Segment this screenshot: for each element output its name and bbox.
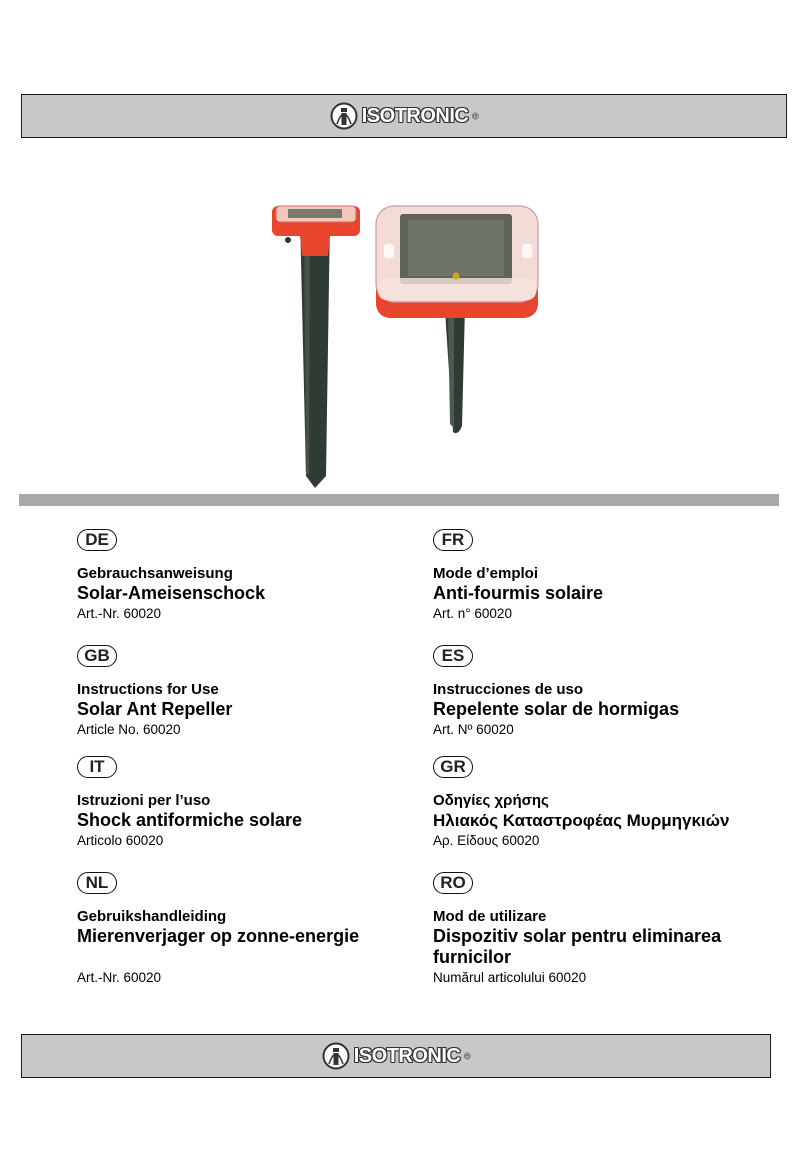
product-title: Solar-Ameisenschock (77, 583, 266, 603)
article-number: Art. Nº 60020 (433, 722, 514, 737)
language-block-de (77, 529, 427, 623)
product-title: Ηλιακός Καταστροφέας Μυρμηγκιών (433, 811, 730, 830)
brand-name: ISOTRONIC (353, 1044, 461, 1067)
article-number: Αρ. Είδους 60020 (433, 833, 540, 848)
language-block-es (433, 645, 783, 739)
product-title: Solar Ant Repeller (77, 699, 233, 719)
instructions-label: Mode d’emploi (433, 565, 538, 582)
article-number: Art.-Nr. 60020 (77, 970, 162, 985)
language-badge-gr: GR (433, 756, 473, 778)
language-block-it (77, 756, 427, 850)
isotronic-logo (322, 1042, 471, 1070)
article-number: Numărul articolului 60020 (433, 970, 587, 985)
brand-reg-mark: ® (464, 1051, 471, 1061)
brand-reg-mark: ® (472, 111, 479, 121)
header-brand-bar (21, 94, 787, 138)
language-badge-it: IT (77, 756, 117, 778)
instructions-label: Instrucciones de uso (433, 681, 584, 698)
language-badge-fr: FR (433, 529, 473, 551)
product-image (260, 196, 550, 492)
language-badge-es: ES (433, 645, 473, 667)
language-block-gb (77, 645, 427, 739)
brand-name: ISOTRONIC (361, 104, 469, 127)
isotronic-emblem-icon (322, 1042, 350, 1070)
small-repeller-illustration (272, 206, 360, 488)
section-divider (19, 494, 779, 506)
language-badge-gb: GB (77, 645, 117, 667)
large-repeller-illustration (376, 206, 538, 433)
product-title: Mierenverjager op zonne-energie (77, 926, 360, 946)
language-badge-de: DE (77, 529, 117, 551)
product-title: Repelente solar de hormigas (433, 699, 680, 719)
instructions-label: Mod de utilizare (433, 908, 547, 925)
product-title: Dispozitiv solar pentru eliminarea furnicilor (433, 926, 722, 967)
article-number: Articolo 60020 (77, 833, 164, 848)
product-title: Shock antiformiche solare (77, 810, 303, 830)
instructions-label: Gebrauchsanweisung (77, 565, 233, 582)
language-badge-ro: RO (433, 872, 473, 894)
instructions-label: Instructions for Use (77, 681, 219, 698)
language-block-nl (77, 872, 427, 987)
article-number: Article No. 60020 (77, 722, 181, 737)
isotronic-emblem-icon (330, 102, 358, 130)
product-title: Anti-fourmis solaire (433, 583, 604, 603)
article-number: Art. n° 60020 (433, 606, 512, 621)
language-block-fr (433, 529, 783, 623)
language-block-ro (433, 872, 753, 987)
footer-brand-bar (21, 1034, 771, 1078)
instructions-label: Οδηγίες χρήσης (433, 792, 549, 809)
instructions-label: Gebruikshandleiding (77, 908, 227, 925)
language-block-gr (433, 756, 778, 850)
instructions-label: Istruzioni per l’uso (77, 792, 211, 809)
isotronic-logo (330, 102, 479, 130)
article-number: Art.-Nr. 60020 (77, 606, 162, 621)
language-badge-nl: NL (77, 872, 117, 894)
